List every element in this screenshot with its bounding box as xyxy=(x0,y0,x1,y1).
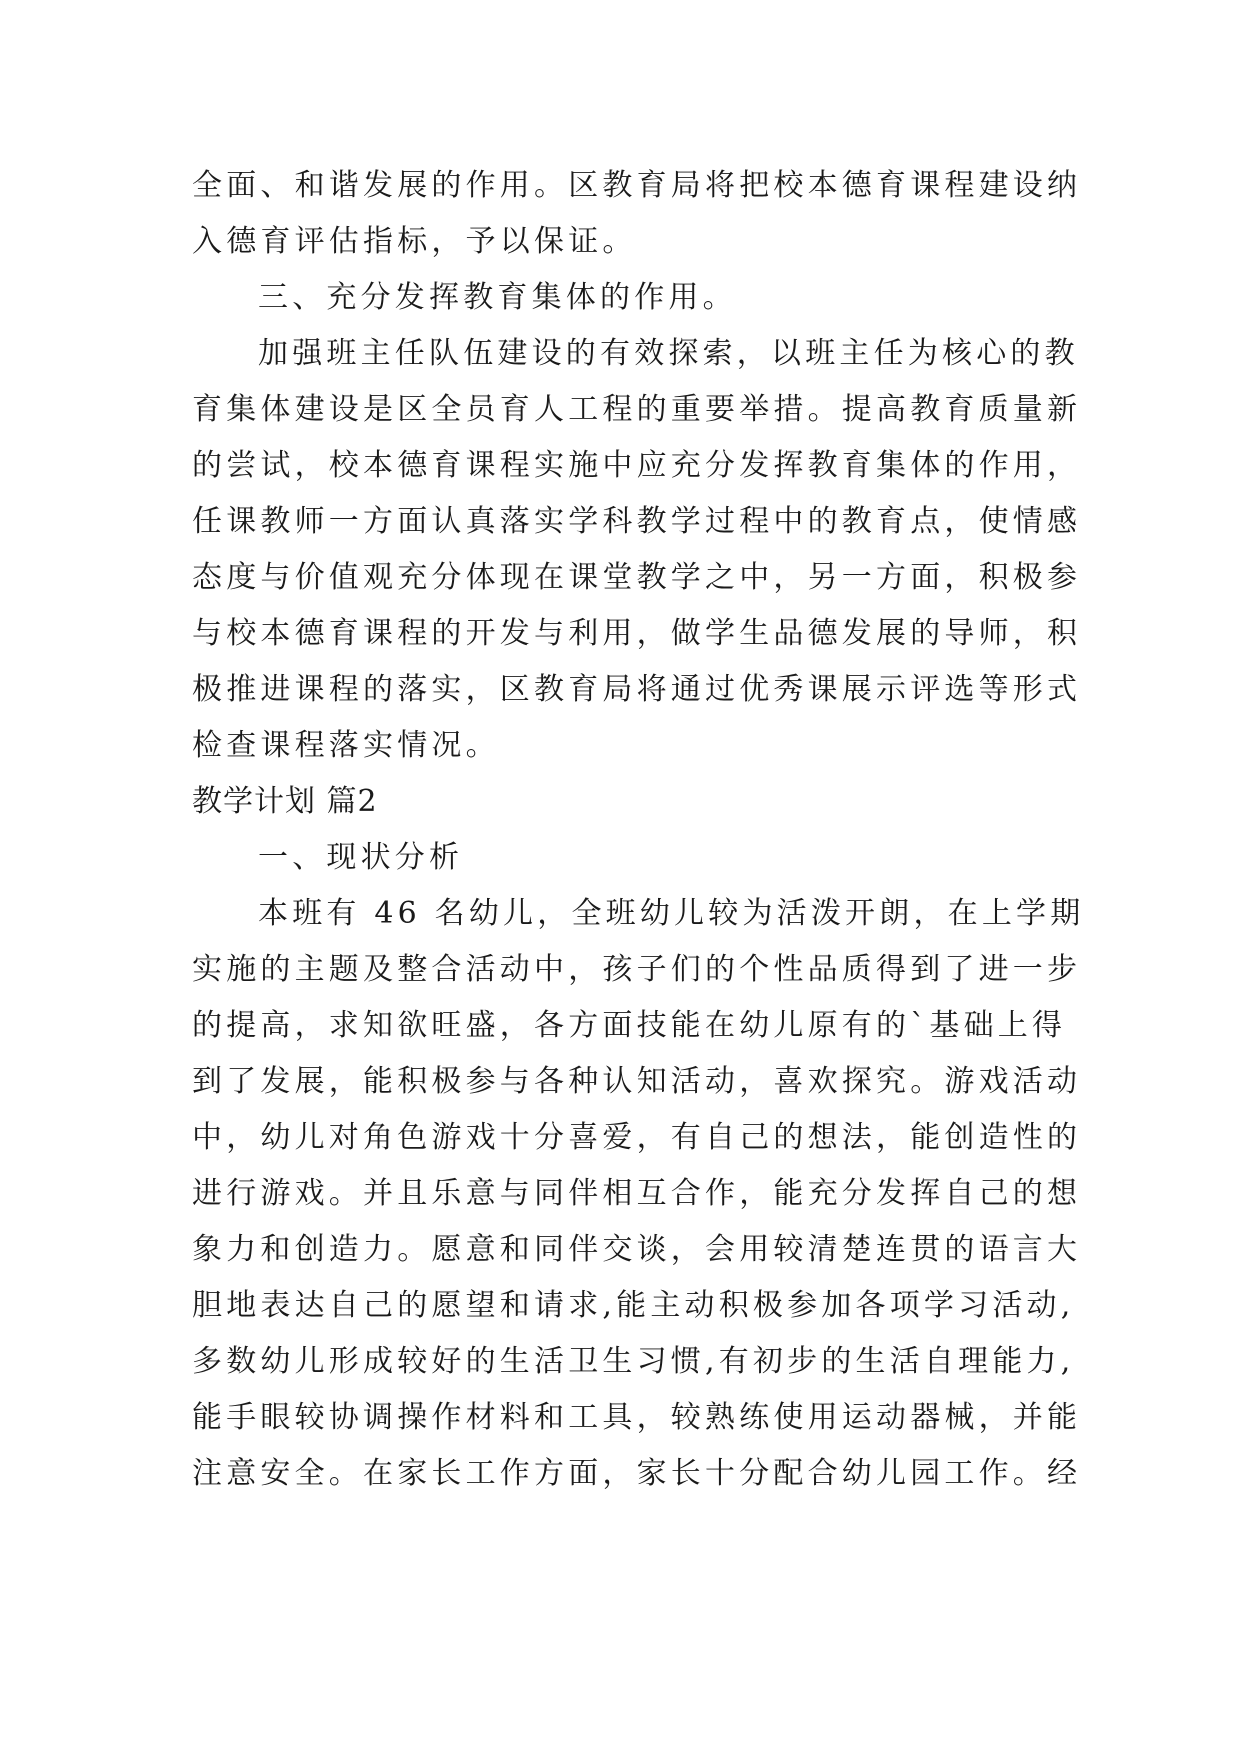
paragraph-line: 注意安全。在家长工作方面，家长十分配合幼儿园工作。经 xyxy=(192,1456,1082,1491)
paragraph-line: 与校本德育课程的开发与利用，做学生品德发展的导师，积 xyxy=(192,616,1082,651)
paragraph-line: 胆地表达自己的愿望和请求,能主动积极参加各项学习活动, xyxy=(192,1288,1075,1323)
paragraph-line: 态度与价值观充分体现在课堂教学之中，另一方面，积极参 xyxy=(192,560,1082,595)
section-heading: 一、现状分析 xyxy=(258,840,464,875)
paragraph-line: 极推进课程的落实，区教育局将通过优秀课展示评选等形式 xyxy=(192,672,1082,707)
paragraph-line: 全面、和谐发展的作用。区教育局将把校本德育课程建设纳 xyxy=(192,168,1082,203)
paragraph-line: 中，幼儿对角色游戏十分喜爱，有自己的想法，能创造性的 xyxy=(192,1120,1082,1155)
paragraph-line: 入德育评估指标，予以保证。 xyxy=(192,224,637,259)
document-body xyxy=(192,158,1085,1502)
paragraph-line: 能手眼较协调操作材料和工具，较熟练使用运动器械，并能 xyxy=(192,1400,1082,1435)
paragraph-line: 的尝试，校本德育课程实施中应充分发挥教育集体的作用， xyxy=(192,448,1082,483)
paragraph-line: 加强班主任队伍建设的有效探索，以班主任为核心的教 xyxy=(258,336,1079,371)
paragraph-line: 育集体建设是区全员育人工程的重要举措。提高教育质量新 xyxy=(192,392,1082,427)
paragraph-line: 到了发展，能积极参与各种认知活动，喜欢探究。游戏活动 xyxy=(192,1064,1082,1099)
paragraph-line: 本班有 46 名幼儿，全班幼儿较为活泼开朗，在上学期 xyxy=(258,896,1085,931)
section-heading: 三、充分发挥教育集体的作用。 xyxy=(258,280,737,315)
paragraph-line: 象力和创造力。愿意和同伴交谈，会用较清楚连贯的语言大 xyxy=(192,1232,1082,1267)
paragraph-line: 多数幼儿形成较好的生活卫生习惯,有初步的生活自理能力, xyxy=(192,1344,1075,1379)
paragraph-line: 实施的主题及整合活动中，孩子们的个性品质得到了进一步 xyxy=(192,952,1082,987)
plan-title: 教学计划 篇2 xyxy=(192,784,378,819)
paragraph-line: 进行游戏。并且乐意与同伴相互合作，能充分发挥自己的想 xyxy=(192,1176,1082,1211)
paragraph-line: 检查课程落实情况。 xyxy=(192,728,500,763)
paragraph-line: 的提高，求知欲旺盛，各方面技能在幼儿原有的`基础上得 xyxy=(192,1008,1067,1043)
paragraph-line: 任课教师一方面认真落实学科教学过程中的教育点，使情感 xyxy=(192,504,1082,539)
